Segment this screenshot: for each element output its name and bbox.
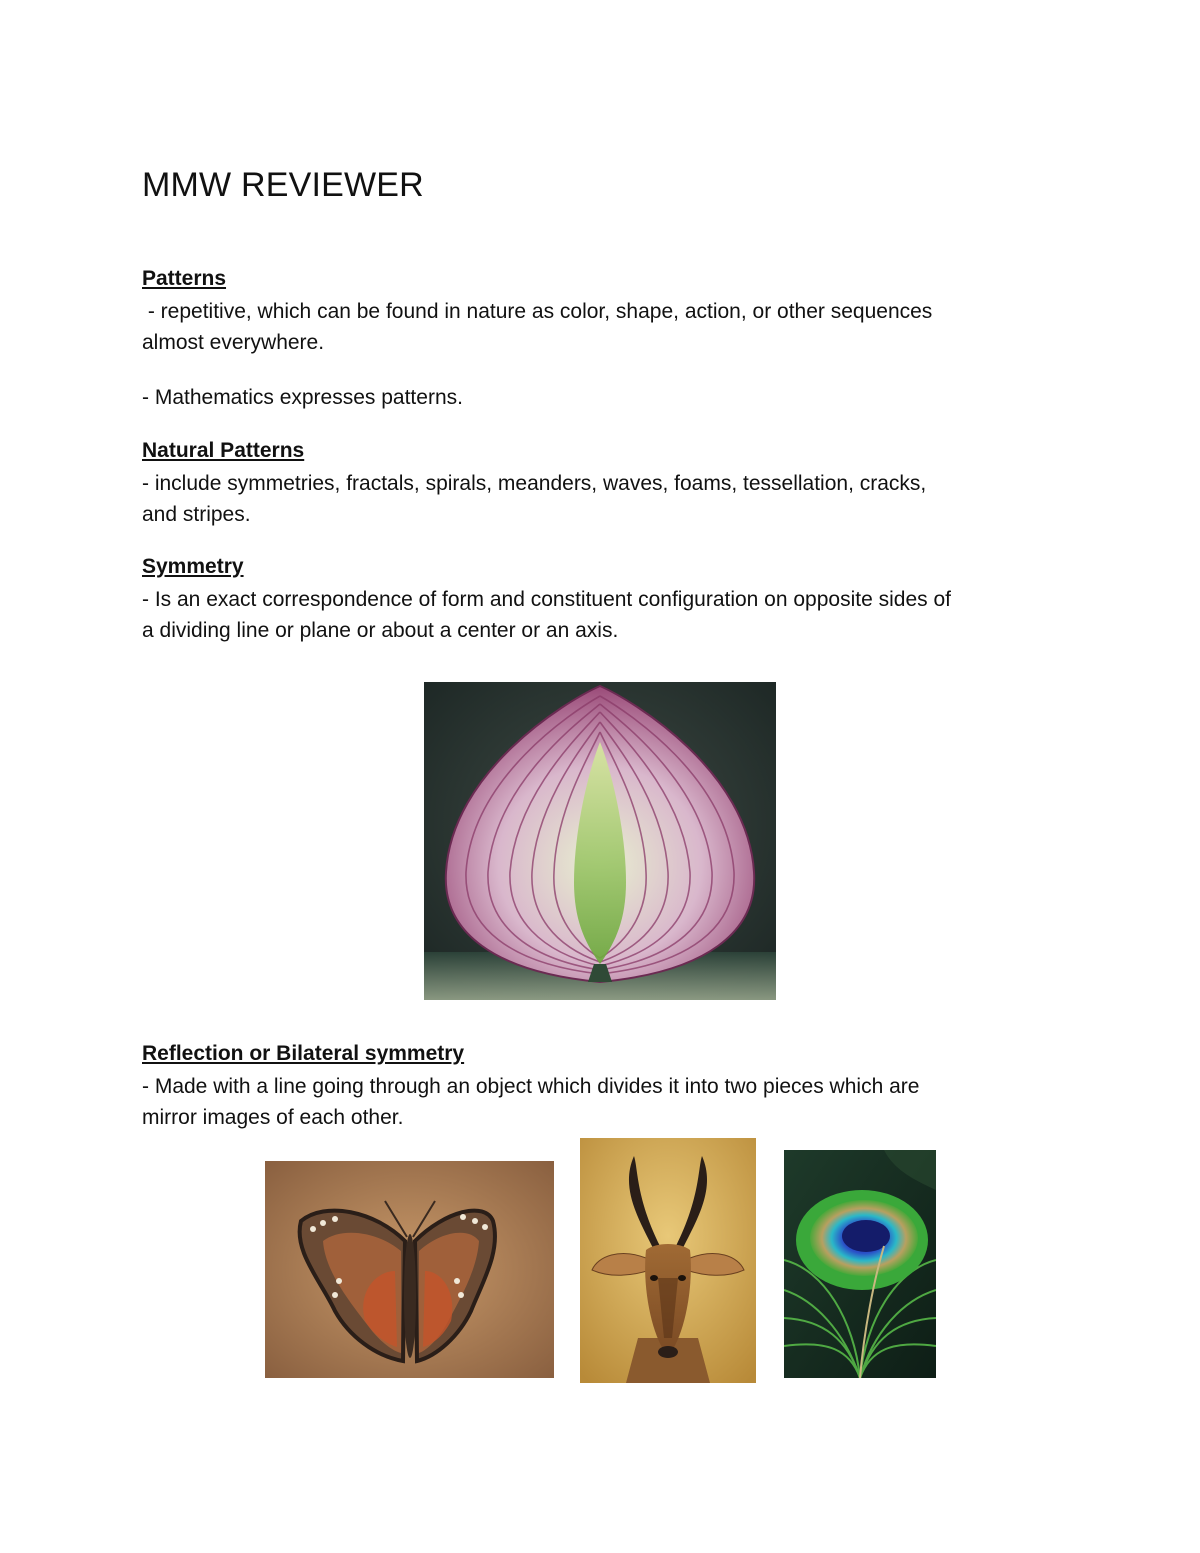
antelope-image xyxy=(580,1138,756,1383)
document-title: MMW REVIEWER xyxy=(142,166,424,204)
reflection-line-2: mirror images of each other. xyxy=(142,1106,404,1129)
symmetry-line-2: a dividing line or plane or about a center or an axis. xyxy=(142,619,619,642)
patterns-heading: Patterns xyxy=(142,267,227,290)
symmetry-heading: Symmetry xyxy=(142,555,244,578)
patterns-line-2: almost everywhere. xyxy=(142,331,325,354)
natural-patterns-line-1: - include symmetries, fractals, spirals, meanders, waves, foams, tessellation, cracks, xyxy=(142,472,927,495)
onion-cross-section-image xyxy=(424,682,776,1000)
reflection-line-1: - Made with a line going through an object which divides it into two pieces which are xyxy=(142,1075,920,1098)
symmetry-line-1: - Is an exact correspondence of form and constituent configuration on opposite sides of xyxy=(142,588,951,611)
patterns-line-3: - Mathematics expresses patterns. xyxy=(142,386,463,409)
reflection-heading: Reflection or Bilateral symmetry xyxy=(142,1042,465,1065)
natural-patterns-heading: Natural Patterns xyxy=(142,439,305,462)
patterns-line-1: - repetitive, which can be found in nature as color, shape, action, or other sequences xyxy=(142,300,933,323)
peacock-feather-image xyxy=(784,1150,936,1378)
natural-patterns-line-2: and stripes. xyxy=(142,503,251,526)
butterfly-image xyxy=(265,1161,554,1378)
